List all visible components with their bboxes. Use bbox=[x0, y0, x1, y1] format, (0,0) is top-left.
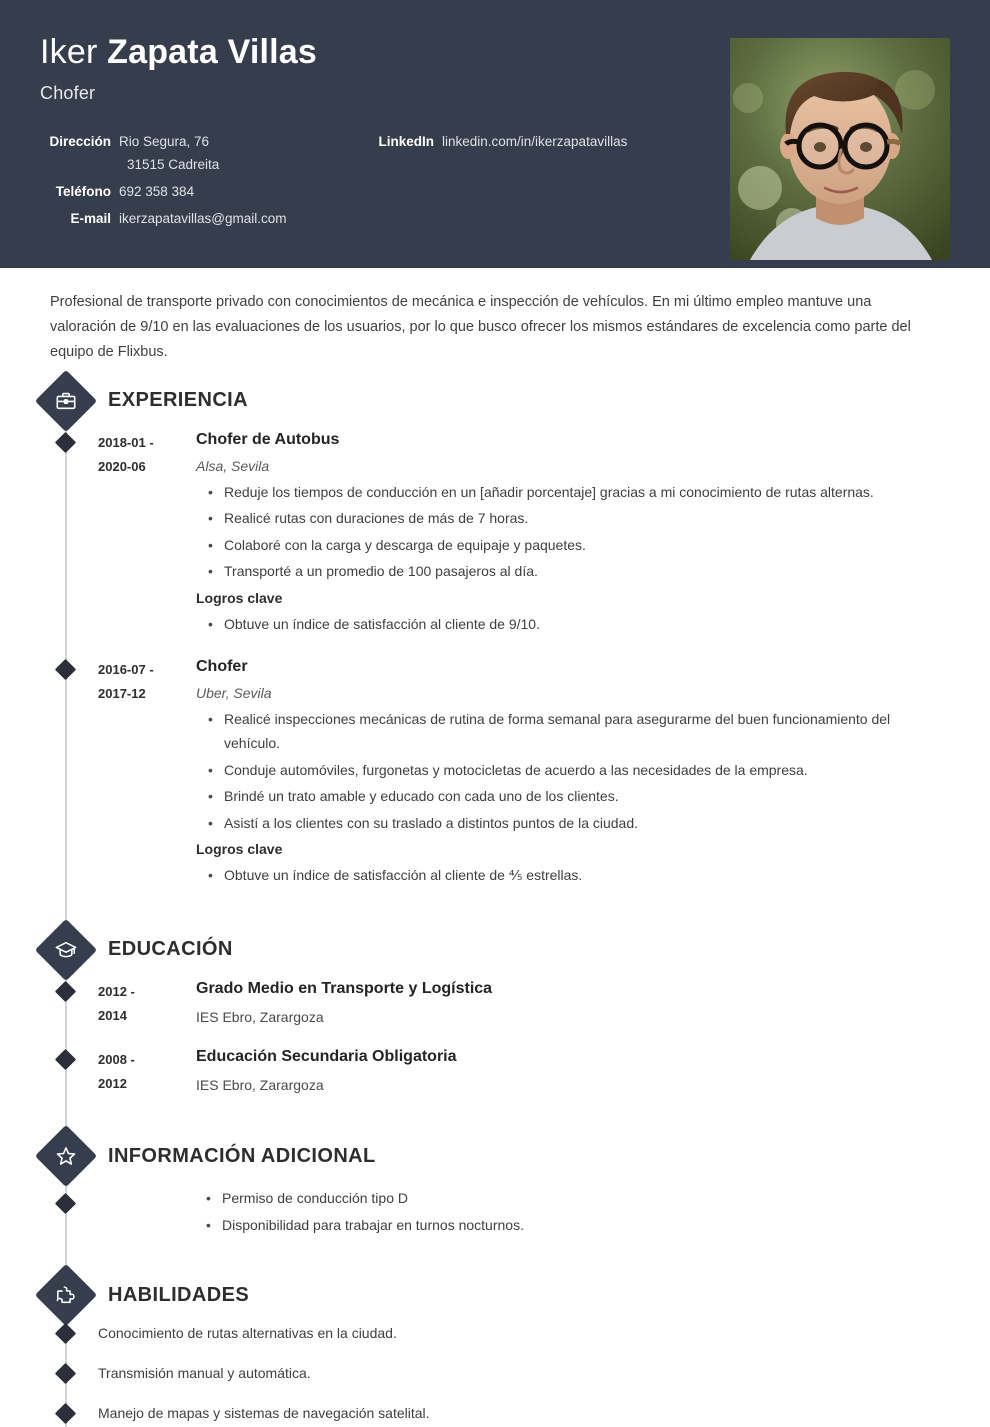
spacer bbox=[40, 1032, 950, 1046]
experience-date-start: 2016-07 - bbox=[98, 662, 154, 678]
section-title-experience: EXPERIENCIA bbox=[108, 389, 248, 412]
experience-job-title: Chofer bbox=[196, 658, 248, 676]
experience-achievements bbox=[196, 863, 950, 888]
section-title-education: EDUCACIÓN bbox=[108, 938, 233, 961]
section-header-education bbox=[40, 926, 950, 974]
experience-bullets bbox=[196, 480, 950, 584]
address-row bbox=[40, 134, 380, 149]
education-date bbox=[98, 1046, 194, 1096]
education-school: IES Ebro, Zarargoza bbox=[196, 1008, 324, 1025]
profile-photo-icon bbox=[730, 38, 950, 260]
achievements-label: Logros clave bbox=[196, 589, 283, 606]
list-item: • Brindé un trato amable y educado con cada uno de los clientes. bbox=[208, 784, 950, 809]
email-value[interactable]: ikerzapatavillas@gmail.com bbox=[119, 211, 287, 227]
resume-header bbox=[0, 0, 990, 268]
phone-value[interactable]: 692 358 384 bbox=[119, 184, 195, 200]
spacer bbox=[40, 894, 950, 916]
timeline-marker bbox=[55, 1193, 76, 1214]
education-date-end: 2012 bbox=[98, 1076, 127, 1092]
experience-entry bbox=[40, 656, 950, 890]
list-item: • Obtuve un índice de satisfacción al cliente de ⅘ estrellas. bbox=[208, 863, 950, 888]
education-degree: Educación Secundaria Obligatoria bbox=[196, 1048, 457, 1065]
list-item: • Disponibilidad para trabajar en turnos nocturnos. bbox=[206, 1213, 950, 1238]
education-degree: Grado Medio en Transporte y Logística bbox=[196, 979, 493, 997]
skill-item bbox=[40, 1323, 950, 1347]
section-additional-information bbox=[40, 1132, 950, 1237]
experience-company: Uber, Sevila bbox=[196, 684, 272, 701]
experience-job-title: Chofer de Autobus bbox=[196, 430, 340, 448]
timeline-marker bbox=[55, 1049, 76, 1070]
email-row bbox=[40, 211, 380, 226]
education-details bbox=[194, 978, 950, 1028]
list-item: • Obtuve un índice de satisfacción al cliente de 9/10. bbox=[208, 612, 950, 637]
education-date bbox=[98, 978, 194, 1028]
list-item: • Permiso de conducción tipo D bbox=[206, 1186, 950, 1211]
list-item: • Asistí a los clientes con su traslado a distintos puntos de la ciudad. bbox=[208, 811, 950, 836]
education-school: IES Ebro, Zarargoza bbox=[196, 1076, 324, 1093]
timeline-marker bbox=[55, 659, 76, 680]
education-date-start: 2008 - bbox=[98, 1052, 135, 1067]
experience-date-end: 2020-06 bbox=[98, 458, 146, 474]
education-date-end: 2014 bbox=[98, 1007, 127, 1023]
skill-text: Transmisión manual y automática. bbox=[98, 1365, 311, 1382]
additional-entry bbox=[40, 1186, 950, 1237]
experience-achievements bbox=[196, 612, 950, 637]
contact-left-column bbox=[40, 134, 380, 238]
avatar bbox=[730, 38, 950, 260]
linkedin-value[interactable]: linkedin.com/in/ikerzapatavillas bbox=[442, 134, 628, 150]
timeline-marker bbox=[55, 1403, 76, 1424]
experience-details bbox=[194, 656, 950, 890]
section-header-additional bbox=[40, 1132, 950, 1180]
section-title-additional: INFORMACIÓN ADICIONAL bbox=[108, 1144, 376, 1167]
briefcase-icon bbox=[35, 370, 97, 432]
education-date-start: 2012 - bbox=[98, 983, 135, 999]
additional-bullets bbox=[98, 1186, 950, 1237]
email-label: E-mail bbox=[70, 211, 111, 227]
education-entry bbox=[40, 978, 950, 1028]
experience-date-end: 2017-12 bbox=[98, 686, 146, 702]
skill-text: Conocimiento de rutas alternativas en la ciudad. bbox=[98, 1325, 397, 1342]
list-item: • Conduje automóviles, furgonetas y motocicletas de acuerdo a las necesidades de la empresa. bbox=[208, 758, 950, 783]
section-title-skills: HABILIDADES bbox=[108, 1283, 250, 1306]
phone-row bbox=[40, 184, 380, 199]
timeline-marker bbox=[55, 432, 76, 453]
resume-body bbox=[0, 268, 990, 1427]
puzzle-piece-icon bbox=[35, 1264, 97, 1326]
timeline-marker bbox=[55, 1323, 76, 1344]
last-name: Zapata Villas bbox=[107, 33, 317, 71]
phone-label: Teléfono bbox=[55, 184, 111, 200]
spacer bbox=[40, 1100, 950, 1122]
education-entry bbox=[40, 1046, 950, 1096]
skill-item bbox=[40, 1403, 950, 1427]
address-label: Dirección bbox=[49, 134, 111, 150]
list-item: • Realicé inspecciones mecánicas de rutina de forma semanal para asegurarme del buen funcionamiento del vehículo. bbox=[208, 707, 950, 756]
star-icon bbox=[35, 1125, 97, 1187]
timeline bbox=[40, 377, 950, 1427]
experience-date bbox=[98, 429, 194, 638]
experience-details bbox=[194, 429, 950, 638]
job-title: Chofer bbox=[40, 83, 96, 104]
skill-item bbox=[40, 1363, 950, 1387]
professional-summary: Profesional de transporte privado con conocimientos de mecánica e inspección de vehículos. En mi último empleo mantuve una valoración de 9/10 en las evaluaciones de los usuarios, por lo que busco ofrecer los mismos estándares de excelencia como parte del equipo de Flixbus. bbox=[50, 294, 911, 360]
skill-text: Manejo de mapas y sistemas de navegación satelital. bbox=[98, 1405, 430, 1422]
timeline-marker bbox=[55, 1363, 76, 1384]
education-details bbox=[194, 1046, 950, 1096]
achievements-label: Logros clave bbox=[196, 841, 283, 858]
list-item: • Colaboré con la carga y descarga de equipaje y paquetes. bbox=[208, 533, 950, 558]
spacer bbox=[40, 642, 950, 656]
first-name: Iker bbox=[40, 33, 98, 71]
list-item: • Reduje los tiempos de conducción en un [añadir porcentaje] gracias a mi conocimiento de rutas alternas. bbox=[208, 480, 950, 505]
linkedin-label: LinkedIn bbox=[378, 134, 434, 150]
address-line1: Rio Segura, 76 bbox=[119, 134, 210, 150]
section-skills bbox=[40, 1271, 950, 1427]
experience-bullets bbox=[196, 707, 950, 836]
timeline-marker bbox=[55, 981, 76, 1002]
section-header-experience bbox=[40, 377, 950, 425]
section-experience bbox=[40, 377, 950, 890]
section-education bbox=[40, 926, 950, 1096]
list-item: • Transporté a un promedio de 100 pasajeros al día. bbox=[208, 559, 950, 584]
linkedin-row bbox=[370, 134, 700, 149]
experience-date-start: 2018-01 - bbox=[98, 434, 154, 450]
section-header-skills bbox=[40, 1271, 950, 1319]
graduation-cap-icon bbox=[35, 919, 97, 981]
address-line2: 31515 Cadreita bbox=[127, 157, 220, 173]
contact-right-column bbox=[370, 134, 700, 161]
spacer bbox=[40, 1239, 950, 1261]
experience-date bbox=[98, 656, 194, 890]
experience-entry bbox=[40, 429, 950, 638]
list-item: • Realicé rutas con duraciones de más de 7 horas. bbox=[208, 506, 950, 531]
experience-company: Alsa, Sevila bbox=[196, 457, 270, 474]
